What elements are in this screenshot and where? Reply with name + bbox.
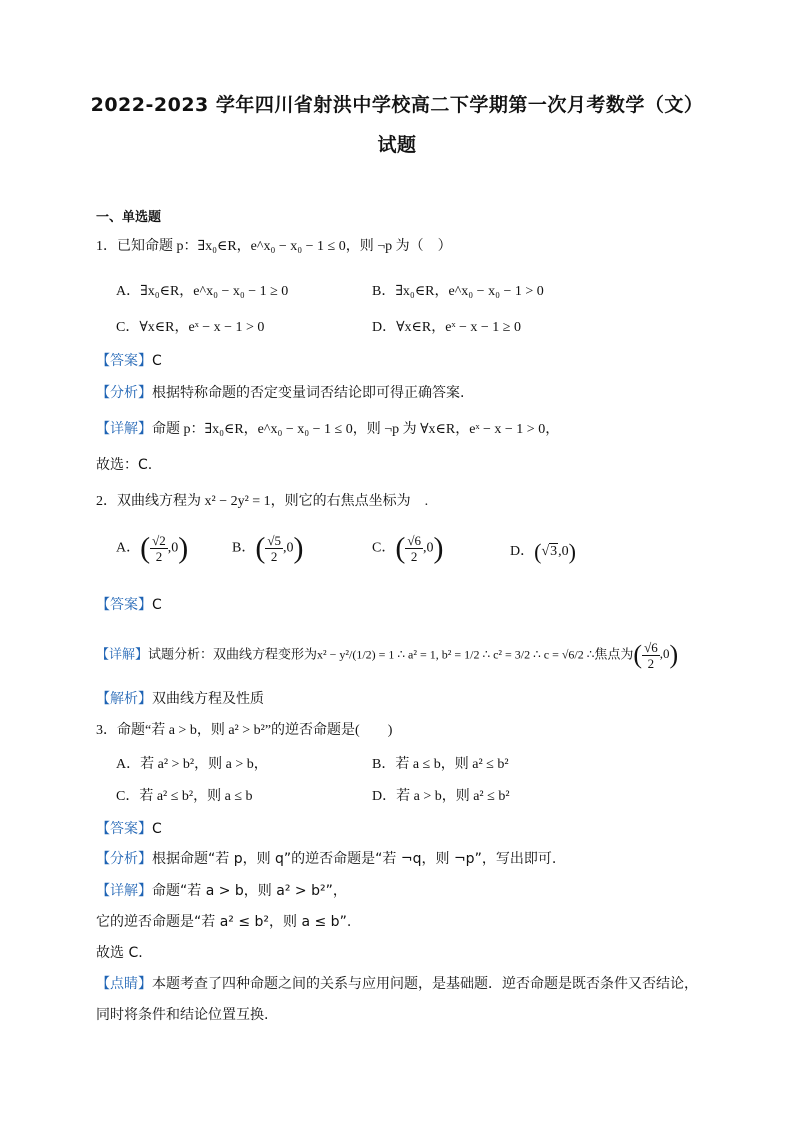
analysis-label: 【分析】 bbox=[96, 385, 152, 401]
detail-text: 命题“若 a > b，则 a² > b²”， bbox=[152, 883, 347, 899]
question-1-option-a: A．∃x₀∈R，e^x₀ − x₀ − 1 ≥ 0 bbox=[116, 284, 289, 299]
question-2-detail: 【详解】试题分析：双曲线方程变形为x² − y²/(1/2) = 1 ∴ a² = 1, b² = 1/2 ∴ c² = 3/2 ∴ c = √6/2 ∴焦点为( $\frac{√6}{2}$ ,0) bbox=[96, 640, 679, 671]
analysis-text: 根据特称命题的否定变量词否结论即可得正确答案. bbox=[152, 385, 465, 401]
fraction: $\frac{√5}{2}$ bbox=[267, 533, 281, 564]
option-label: A． bbox=[116, 540, 141, 556]
option-label: C． bbox=[372, 540, 396, 556]
detail-label: 【详解】 bbox=[96, 647, 149, 663]
comment-label: 【点睛】 bbox=[96, 976, 152, 992]
question-3-detail-1 bbox=[96, 880, 347, 900]
answer-value: C bbox=[152, 597, 162, 613]
section-heading: 一、单选题 bbox=[96, 210, 162, 225]
question-3-option-b: B．若 a ≤ b，则 a² ≤ b² bbox=[372, 757, 509, 772]
question-3-comment-1 bbox=[96, 973, 698, 993]
question-3-stem: 3．命题“若 a > b，则 a² > b²”的逆否命题是( ) bbox=[96, 723, 393, 738]
question-1-analysis bbox=[96, 382, 464, 402]
question-3-conclusion: 故选 C. bbox=[96, 945, 143, 961]
answer-label: 【答案】 bbox=[96, 597, 152, 613]
fraction: $\frac{√6}{2}$ bbox=[644, 640, 658, 671]
analysis-text: 双曲线方程及性质 bbox=[152, 691, 264, 707]
option-label: D． bbox=[510, 544, 535, 560]
document-title-line1: 2022-2023 学年四川省射洪中学校高二下学期第一次月考数学（文） bbox=[90, 94, 704, 116]
analysis-label: 【分析】 bbox=[96, 851, 152, 867]
answer-value: C bbox=[152, 353, 162, 369]
question-2-option-d: D．(√3,0) bbox=[510, 539, 576, 564]
question-3-option-c: C．若 a² ≤ b²，则 a ≤ b bbox=[116, 789, 253, 804]
question-3-option-d: D．若 a > b，则 a² ≤ b² bbox=[372, 789, 510, 804]
detail-text: 命题 p：∃x₀∈R，e^x₀ − x₀ − 1 ≤ 0，则 ¬p 为 ∀x∈R，eˣ − x − 1 > 0， bbox=[152, 422, 560, 437]
question-2-option-c: C．( $\frac{√6}{2}$ ,0) bbox=[372, 531, 444, 565]
question-1-answer bbox=[96, 350, 162, 370]
question-1-option-c: C．∀x∈R，eˣ − x − 1 > 0 bbox=[116, 320, 265, 335]
question-3-detail-2: 它的逆否命题是“若 a² ≤ b²，则 a ≤ b”. bbox=[96, 914, 352, 930]
question-1-option-b: B．∃x₀∈R，e^x₀ − x₀ − 1 > 0 bbox=[372, 284, 544, 299]
answer-label: 【答案】 bbox=[96, 821, 152, 837]
answer-label: 【答案】 bbox=[96, 353, 152, 369]
question-2-stem: 2．双曲线方程为 x² − 2y² = 1，则它的右焦点坐标为 . bbox=[96, 494, 429, 509]
question-1-option-d: D．∀x∈R，eˣ − x − 1 ≥ 0 bbox=[372, 320, 521, 335]
detail-label: 【详解】 bbox=[96, 883, 152, 899]
question-2-answer bbox=[96, 594, 162, 614]
option-label: B． bbox=[232, 540, 256, 556]
comment-text: 本题考查了四种命题之间的关系与应用问题，是基础题．逆否命题是既否条件又否结论， bbox=[152, 976, 698, 992]
analysis-text: 根据命题“若 p，则 q”的逆否命题是“若 ¬q，则 ¬p”，写出即可. bbox=[152, 851, 557, 867]
question-2-analysis bbox=[96, 688, 264, 708]
question-3-option-a: A．若 a² > b²，则 a > b， bbox=[116, 757, 268, 772]
detail-label: 【详解】 bbox=[96, 421, 152, 437]
question-2-option-b: B．( $\frac{√5}{2}$ ,0) bbox=[232, 531, 304, 565]
question-1-stem: 1．已知命题 p：∃x₀∈R，e^x₀ − x₀ − 1 ≤ 0，则 ¬p 为（ ） bbox=[96, 239, 452, 254]
fraction: $\frac{√2}{2}$ bbox=[152, 533, 166, 564]
question-1-detail bbox=[96, 418, 559, 438]
question-1-conclusion: 故选：C. bbox=[96, 457, 153, 473]
detail-math: x² − y²/(1/2) = 1 ∴ a² = 1, b² = 1/2 ∴ c² = 3/2 ∴ c = √6/2 ∴ bbox=[317, 647, 595, 662]
detail-suffix: 焦点为 bbox=[594, 647, 634, 663]
question-3-comment-2: 同时将条件和结论位置互换. bbox=[96, 1007, 269, 1023]
fraction: $\frac{√6}{2}$ bbox=[407, 533, 421, 564]
question-3-analysis bbox=[96, 848, 556, 868]
question-3-answer bbox=[96, 818, 162, 838]
answer-value: C bbox=[152, 821, 162, 837]
question-2-option-a: A．( $\frac{√2}{2}$ ,0) bbox=[116, 531, 189, 565]
analysis2-label: 【解析】 bbox=[96, 691, 152, 707]
detail-prefix: 试题分析：双曲线方程变形为 bbox=[148, 647, 318, 663]
document-title-line2: 试题 bbox=[377, 134, 417, 156]
